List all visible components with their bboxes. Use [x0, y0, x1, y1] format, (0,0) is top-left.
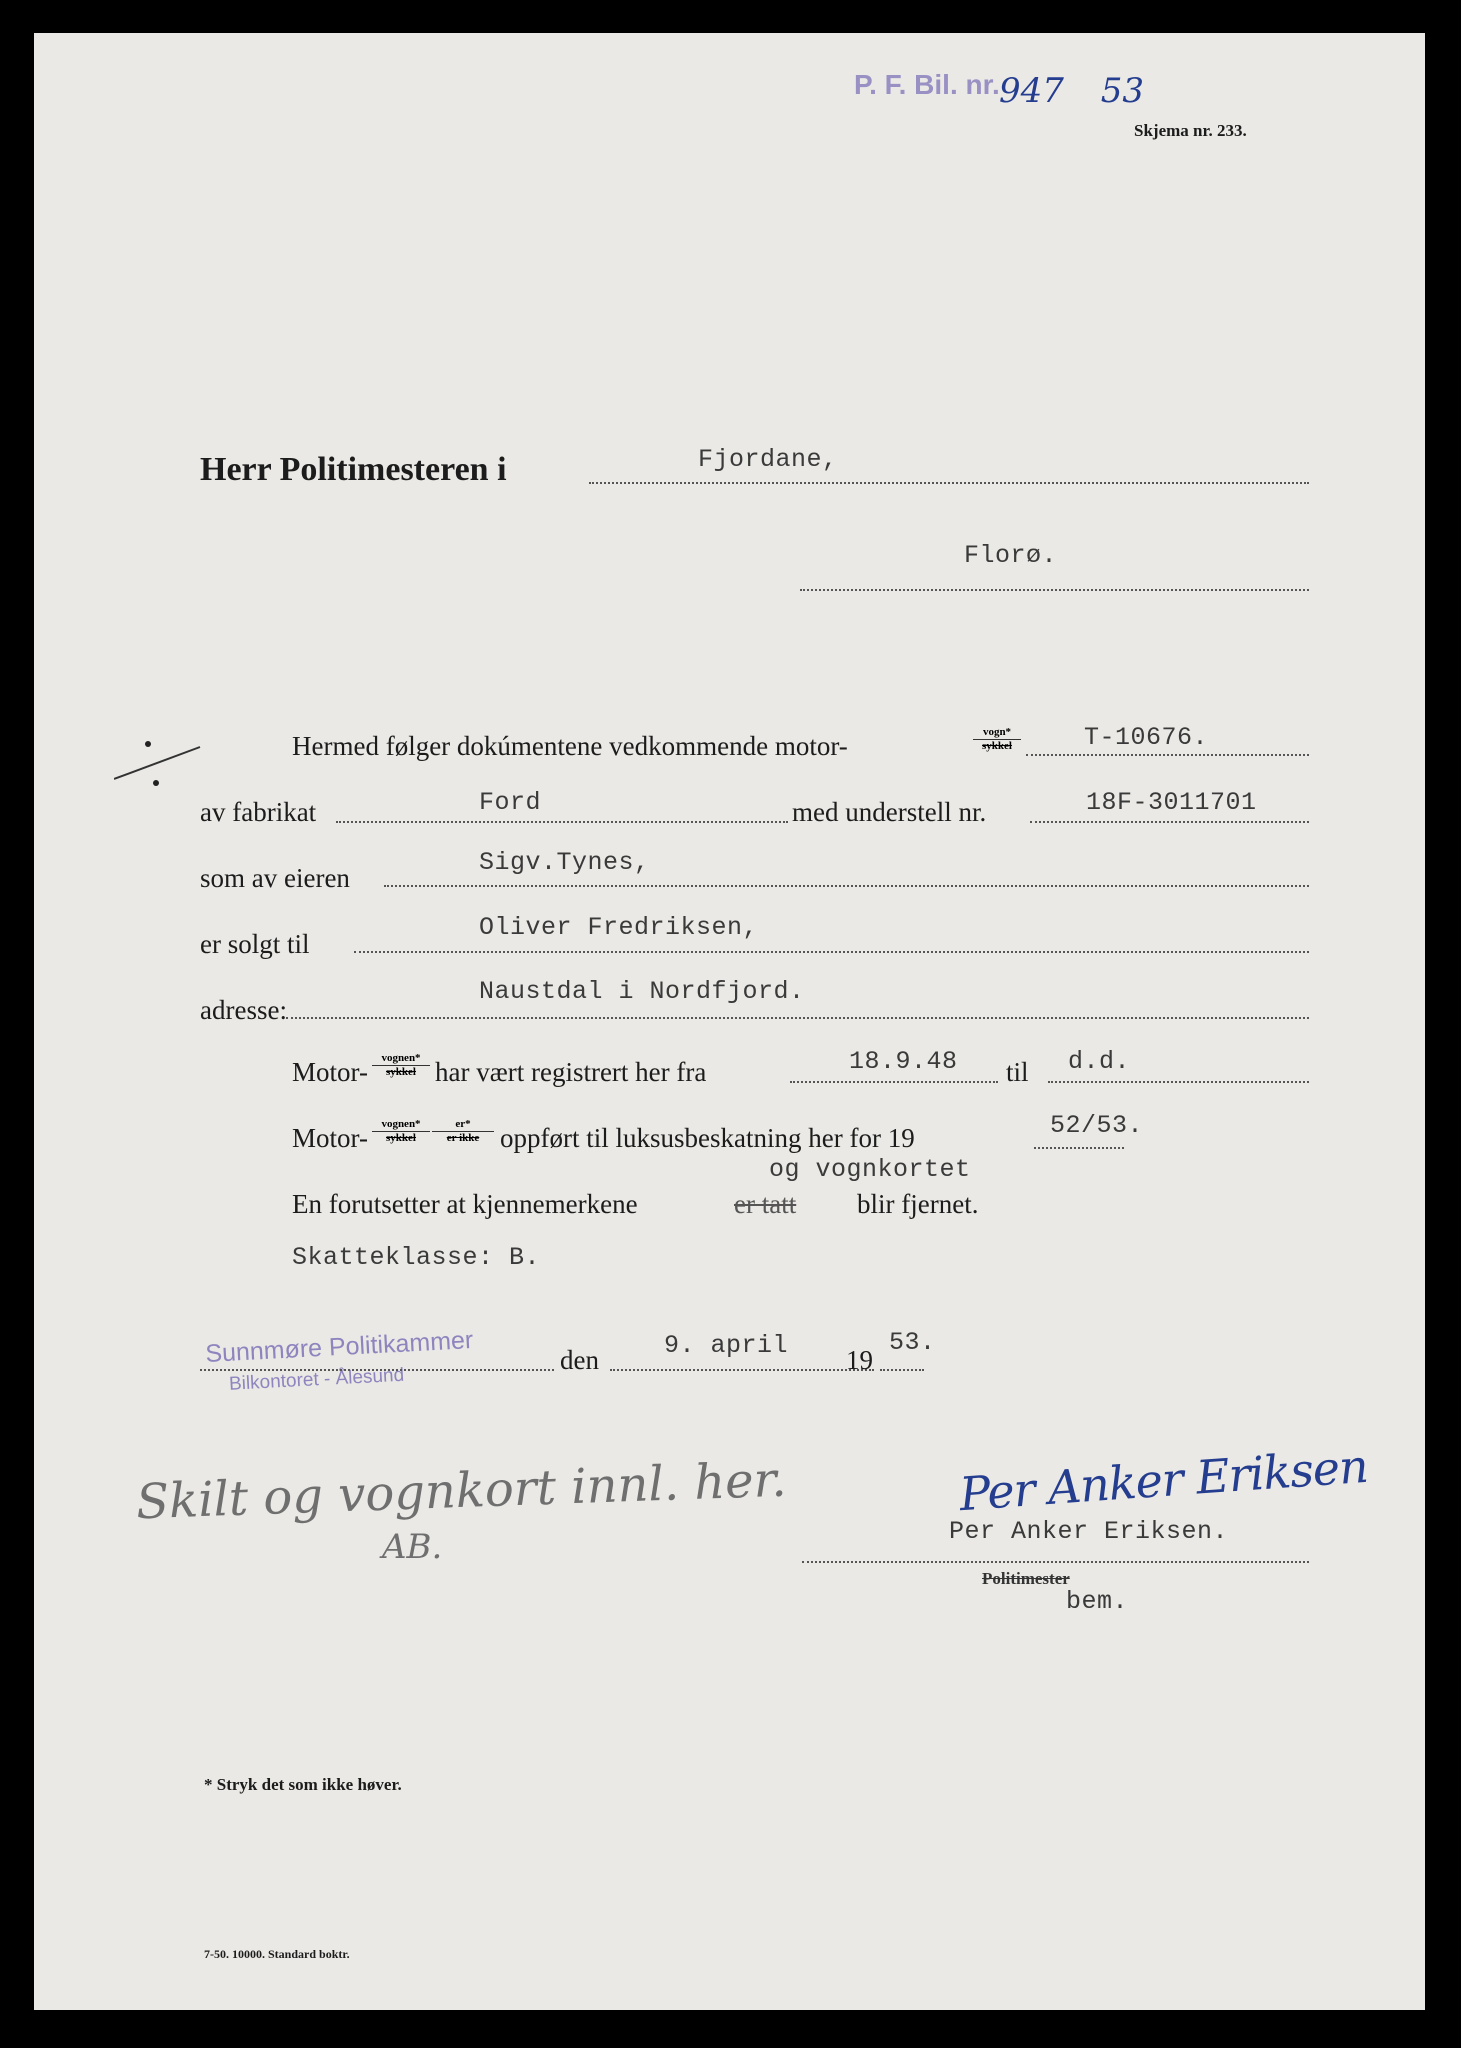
- police-stamp-line1: Sunnmøre Politikammer: [204, 1326, 474, 1369]
- reg-to-date: d.d.: [1068, 1047, 1131, 1076]
- make-value: Ford: [479, 788, 542, 817]
- reg-no-line: [1026, 754, 1309, 756]
- buyer-line: [354, 951, 1309, 953]
- plates-insert: og vognkortet: [769, 1155, 971, 1184]
- stamp-prefix: P. F. Bil. nr.: [854, 69, 1000, 100]
- owner-label: som av eieren: [200, 863, 350, 893]
- address-value: Naustdal i Nordfjord.: [479, 977, 805, 1006]
- chassis-value: 18F-3011701: [1086, 788, 1257, 817]
- owner-line: [384, 885, 1309, 887]
- signature: Per Anker Eriksen: [957, 1438, 1370, 1522]
- address-line: [286, 1017, 1309, 1019]
- reg-line-middle: har vært registrert her fra: [435, 1057, 707, 1087]
- date-value: 9. april: [664, 1331, 789, 1360]
- lux-year-line: [1034, 1147, 1124, 1149]
- address-label: adresse:: [200, 995, 287, 1025]
- schema-number: Skjema nr. 233.: [1134, 121, 1247, 140]
- addressee-city: Florø.: [964, 541, 1058, 570]
- lux-year: 52/53.: [1050, 1111, 1144, 1140]
- police-stamp: [205, 1326, 476, 1397]
- lux-fraction-vehicle: vognen* sykkel: [372, 1119, 430, 1144]
- year-prefix: 19: [846, 1345, 873, 1375]
- addressee-district: Fjordane,: [698, 445, 838, 474]
- addressee-line: [589, 482, 1309, 484]
- print-info: 7-50. 10000. Standard boktr.: [204, 1947, 350, 1961]
- handwritten-initials: AB.: [382, 1527, 443, 1567]
- margin-mark-icon: [114, 733, 204, 793]
- document-page: [34, 33, 1425, 2010]
- year-line: [880, 1369, 924, 1371]
- reg-from-line: [790, 1081, 998, 1083]
- buyer-label: er solgt til: [200, 929, 310, 959]
- date-line: [610, 1369, 874, 1371]
- make-label: av fabrikat: [200, 797, 317, 827]
- footnote: * Stryk det som ikke høver.: [204, 1775, 402, 1794]
- year-suffix: 53.: [889, 1328, 936, 1357]
- file-number-stamp: [854, 69, 1000, 101]
- place-line: [200, 1369, 554, 1371]
- intro-text: Hermed følger dokúmentene vedkommende motor-: [292, 731, 848, 761]
- signature-line: [802, 1561, 1309, 1563]
- title-struck: Politimester: [982, 1569, 1070, 1588]
- chassis-label: med understell nr.: [792, 797, 987, 827]
- plates-struck: er tatt: [734, 1189, 797, 1219]
- plates-text-after: blir fjernet.: [857, 1189, 979, 1219]
- reg-to-label: til: [1006, 1057, 1029, 1087]
- reg-line-prefix: Motor-: [292, 1057, 368, 1087]
- lux-fraction-status: er* er ikke: [432, 1119, 494, 1144]
- lux-middle: oppført til luksusbeskatning her for 19: [500, 1123, 915, 1153]
- stamp-number: 947: [999, 71, 1064, 111]
- chassis-line: [1030, 821, 1309, 823]
- date-label: den: [560, 1345, 599, 1375]
- police-stamp-line2: Bilkontoret - Ålesund: [228, 1364, 405, 1395]
- intro-fraction: vogn* sykkel: [973, 727, 1021, 752]
- file-number-handwritten: [999, 71, 1144, 111]
- handwritten-note: Skilt og vognkort innl. her.: [135, 1451, 788, 1531]
- lux-prefix: Motor-: [292, 1123, 368, 1153]
- registration-number: T-10676.: [1084, 723, 1209, 752]
- stamp-year: 53: [1100, 71, 1144, 111]
- owner-value: Sigv.Tynes,: [479, 848, 650, 877]
- margin-mark: [114, 733, 204, 793]
- reg-fraction: vognen* sykkel: [372, 1053, 430, 1078]
- plates-text-before: En forutsetter at kjennemerkene: [292, 1189, 638, 1219]
- title-replacement: bem.: [1066, 1587, 1129, 1616]
- typed-name: Per Anker Eriksen.: [949, 1517, 1229, 1546]
- city-line: [800, 589, 1309, 591]
- addressee-label: Herr Politimesteren i: [200, 451, 507, 488]
- reg-to-line: [1048, 1081, 1309, 1083]
- make-line: [336, 821, 788, 823]
- tax-class: Skatteklasse: B.: [292, 1243, 541, 1272]
- reg-from-date: 18.9.48: [849, 1047, 958, 1076]
- buyer-value: Oliver Fredriksen,: [479, 913, 759, 942]
